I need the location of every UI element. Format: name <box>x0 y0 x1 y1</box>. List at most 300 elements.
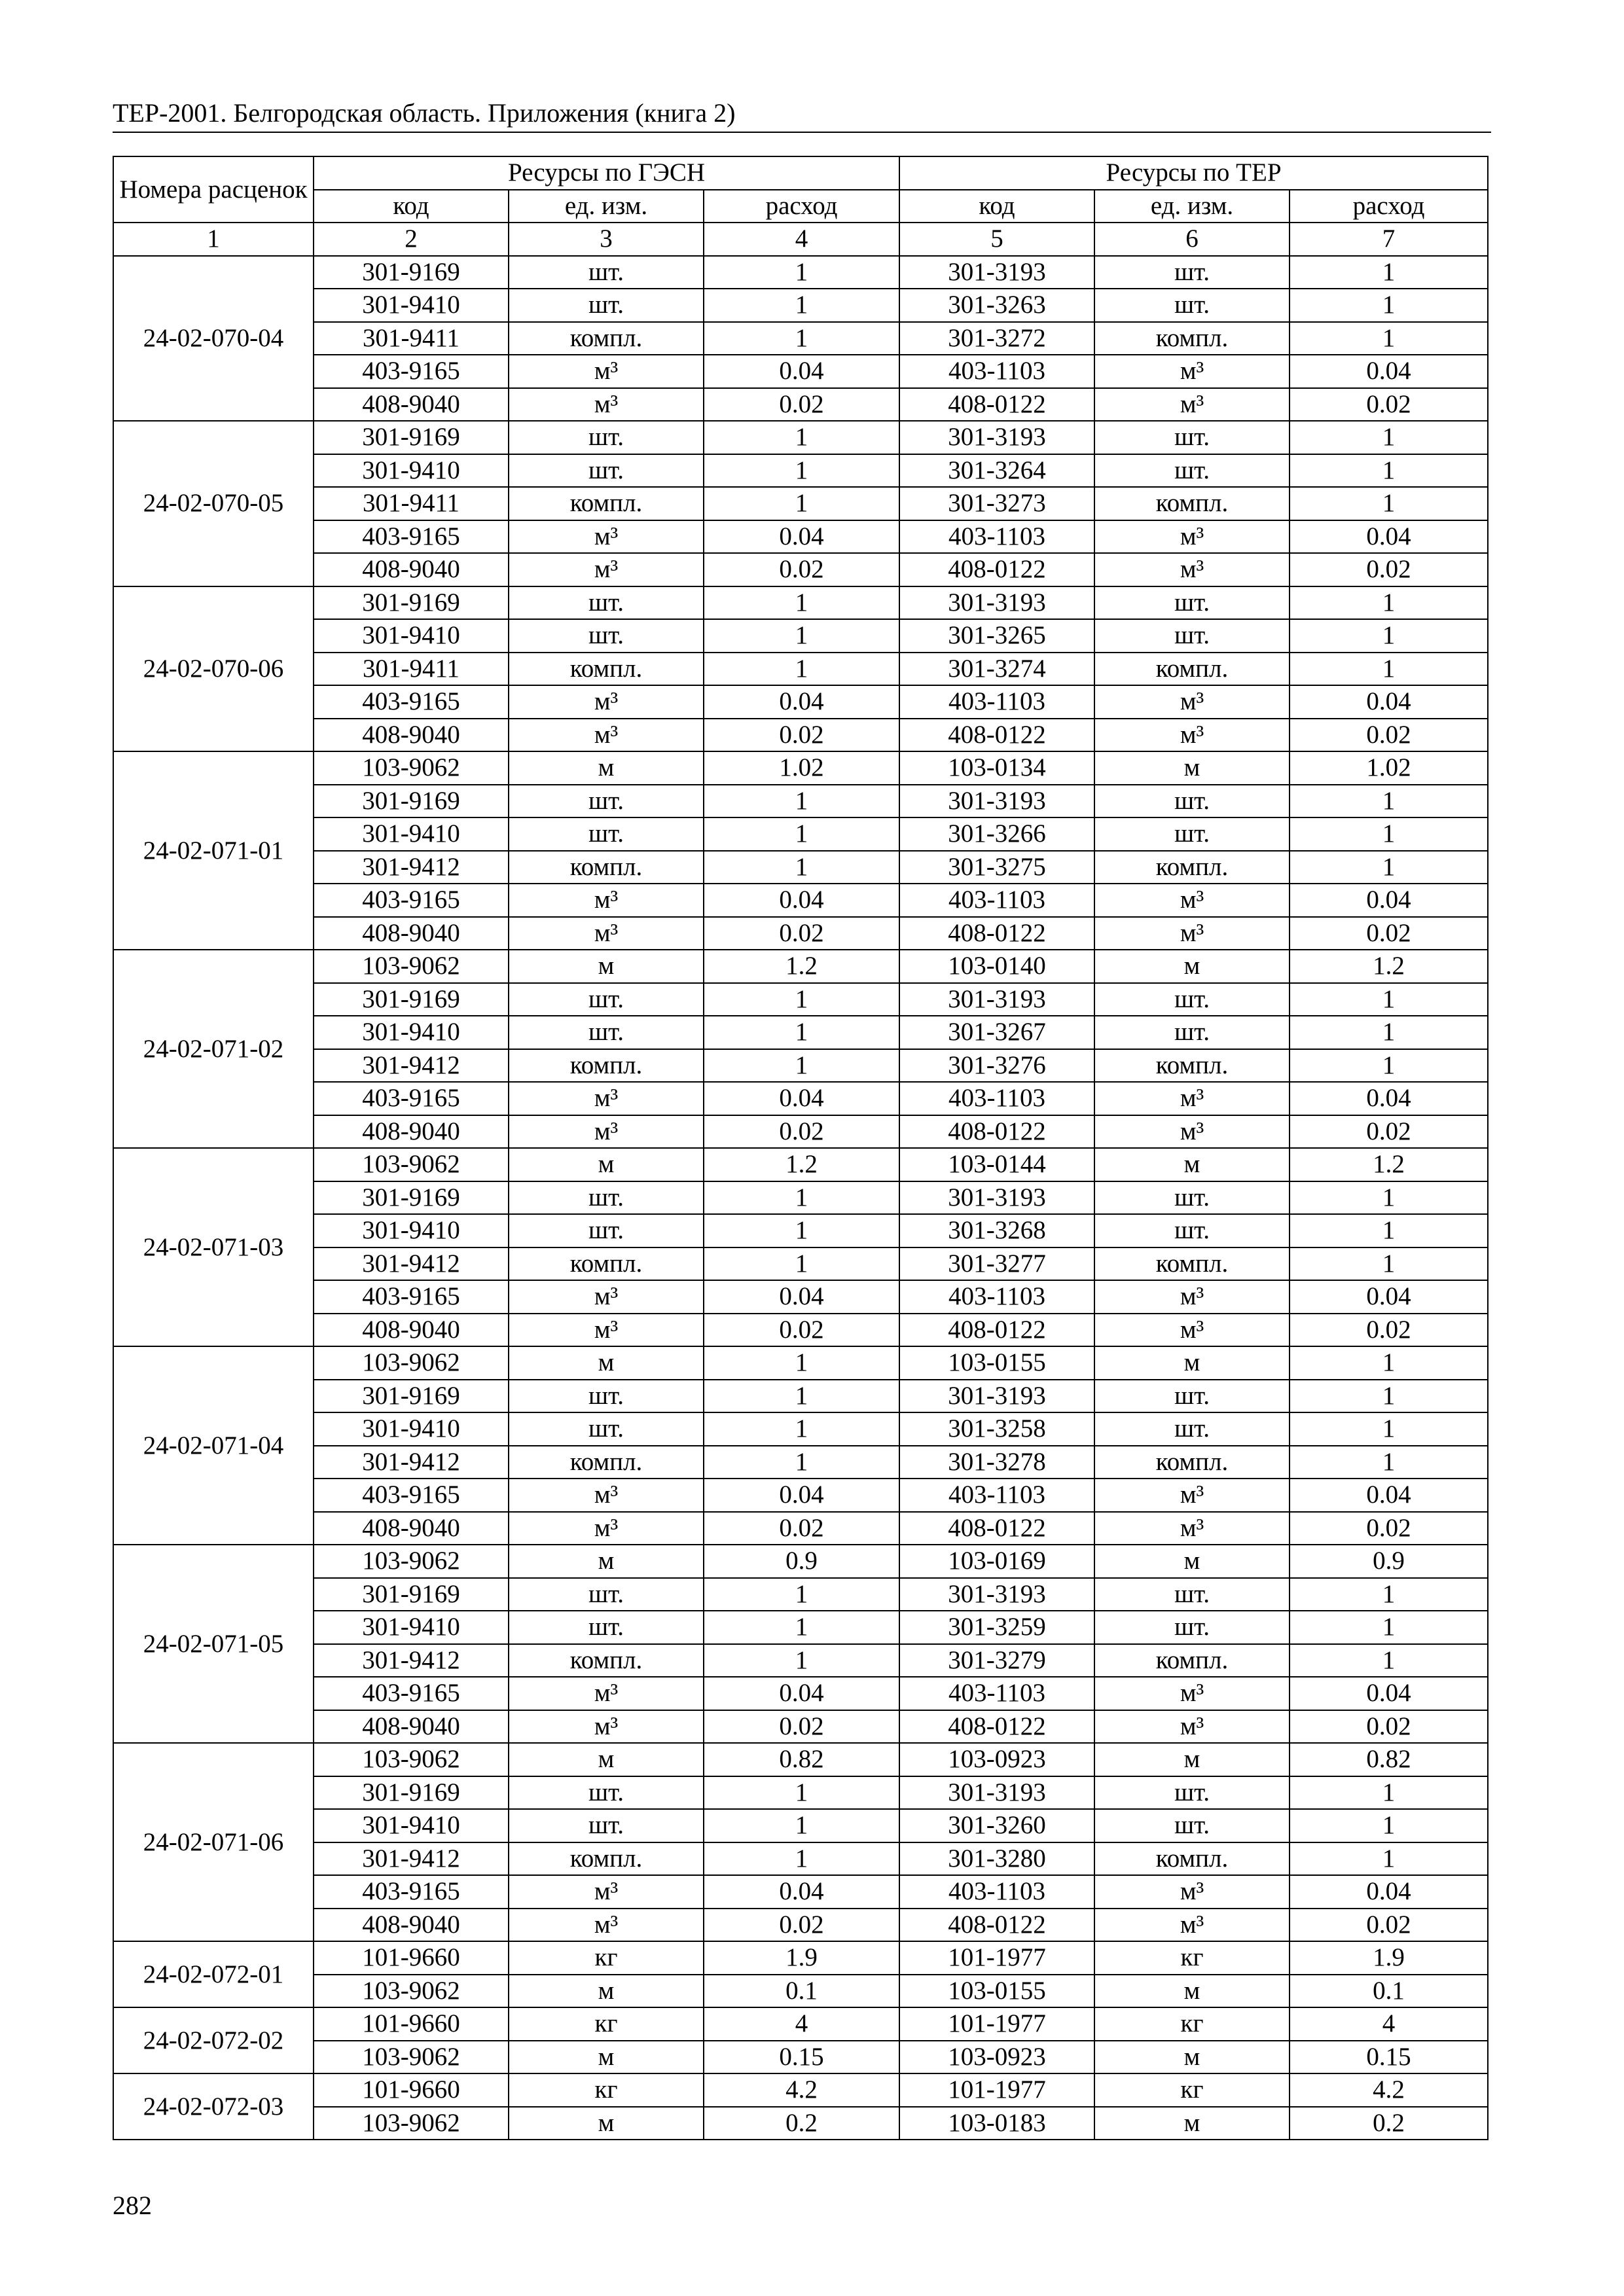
ter-unit-cell: шт. <box>1094 1809 1290 1842</box>
gesn-unit-cell: кг <box>509 2073 704 2107</box>
ter-unit-cell: м³ <box>1094 884 1290 917</box>
table-row <box>113 1016 1488 1049</box>
ter-code-cell: 403-1103 <box>899 685 1094 719</box>
ter-code-cell: 103-0155 <box>899 1975 1094 2008</box>
gesn-resources-header: Ресурсы по ГЭСН <box>314 156 899 190</box>
ter-unit-cell: м³ <box>1094 1115 1290 1149</box>
ter-unit-cell: м <box>1094 751 1290 785</box>
gesn-unit-cell: м³ <box>509 355 704 388</box>
ter-unit-cell: м <box>1094 950 1290 983</box>
gesn-code-cell: 403-9165 <box>314 1875 509 1909</box>
gesn-amount-cell: 0.02 <box>704 1512 899 1545</box>
ter-amount-cell: 0.02 <box>1290 917 1488 950</box>
gesn-code-cell: 403-9165 <box>314 355 509 388</box>
gesn-amount-cell: 1 <box>704 1644 899 1677</box>
gesn-amount-cell: 0.2 <box>704 2107 899 2140</box>
table-row <box>113 1909 1488 1942</box>
ter-code-cell: 301-3279 <box>899 1644 1094 1677</box>
gesn-code-cell: 301-9169 <box>314 586 509 620</box>
gesn-amount-cell: 0.04 <box>704 1875 899 1909</box>
gesn-code-cell: 301-9411 <box>314 322 509 355</box>
ter-unit-cell: м³ <box>1094 1875 1290 1909</box>
ter-amount-cell: 1 <box>1290 1776 1488 1810</box>
ter-resources-header: Ресурсы по ТЕР <box>899 156 1488 190</box>
gesn-code-cell: 301-9169 <box>314 785 509 818</box>
table-row <box>113 1247 1488 1281</box>
table-row <box>113 421 1488 454</box>
gesn-unit-cell: м³ <box>509 1280 704 1314</box>
ter-amount-cell: 1 <box>1290 1346 1488 1380</box>
ter-amount-cell: 0.02 <box>1290 1115 1488 1149</box>
rate-number-cell: 24-02-072-01 <box>113 1941 314 2007</box>
gesn-code-cell: 301-9412 <box>314 851 509 884</box>
gesn-code-cell: 301-9410 <box>314 454 509 488</box>
table-row <box>113 653 1488 686</box>
ter-unit-cell: м³ <box>1094 685 1290 719</box>
gesn-code-cell: 408-9040 <box>314 1512 509 1545</box>
rate-number-header: Номера расценок <box>113 156 314 223</box>
rate-number-cell: 24-02-072-03 <box>113 2073 314 2140</box>
gesn-amount-cell: 1 <box>704 1842 899 1876</box>
table-row <box>113 2107 1488 2140</box>
ter-unit-cell: м³ <box>1094 917 1290 950</box>
gesn-amount-cell: 1 <box>704 421 899 454</box>
ter-unit-cell: шт. <box>1094 1776 1290 1810</box>
gesn-unit-cell: м³ <box>509 520 704 554</box>
gesn-amount-cell: 0.04 <box>704 1082 899 1115</box>
gesn-unit-cell: м³ <box>509 1479 704 1512</box>
gesn-code-cell: 301-9169 <box>314 1776 509 1810</box>
gesn-amount-cell: 0.15 <box>704 2041 899 2074</box>
ter-code-cell: 301-3264 <box>899 454 1094 488</box>
table-head <box>113 156 1488 256</box>
table-row <box>113 950 1488 983</box>
table-row <box>113 487 1488 520</box>
gesn-code-cell: 301-9411 <box>314 487 509 520</box>
gesn-code-cell: 103-9062 <box>314 2041 509 2074</box>
gesn-code-cell: 301-9169 <box>314 983 509 1016</box>
gesn-unit-cell: шт. <box>509 1578 704 1611</box>
ter-amount-cell: 1 <box>1290 1016 1488 1049</box>
ter-unit-cell: м <box>1094 1545 1290 1578</box>
ter-unit-cell: шт. <box>1094 1181 1290 1215</box>
table-row <box>113 2073 1488 2107</box>
table-row <box>113 1148 1488 1181</box>
ter-amount-cell: 1 <box>1290 322 1488 355</box>
ter-code-cell: 101-1977 <box>899 2007 1094 2041</box>
ter-unit-cell: компл. <box>1094 1842 1290 1876</box>
ter-amount-cell: 1 <box>1290 1842 1488 1876</box>
ter-unit-cell: м³ <box>1094 1512 1290 1545</box>
ter-unit-cell: шт. <box>1094 1611 1290 1644</box>
ter-code-cell: 403-1103 <box>899 884 1094 917</box>
ter-amount-cell: 0.82 <box>1290 1743 1488 1776</box>
gesn-code-cell: 301-9410 <box>314 1016 509 1049</box>
gesn-code-cell: 301-9411 <box>314 653 509 686</box>
ter-code-cell: 408-0122 <box>899 1314 1094 1347</box>
gesn-code-cell: 408-9040 <box>314 917 509 950</box>
ter-code-cell: 103-0134 <box>899 751 1094 785</box>
rate-number-cell: 24-02-071-05 <box>113 1545 314 1743</box>
ter-amount-cell: 0.02 <box>1290 1314 1488 1347</box>
ter-unit-cell: компл. <box>1094 1644 1290 1677</box>
ter-amount-cell: 1 <box>1290 619 1488 653</box>
ter-amount-cell: 0.02 <box>1290 1909 1488 1942</box>
table-row <box>113 619 1488 653</box>
gesn-unit-cell: шт. <box>509 586 704 620</box>
gesn-amount-cell: 0.04 <box>704 685 899 719</box>
ter-code-cell: 301-3273 <box>899 487 1094 520</box>
gesn-code-cell: 301-9412 <box>314 1446 509 1479</box>
gesn-unit-cell: м³ <box>509 685 704 719</box>
table-body <box>113 256 1488 2140</box>
gesn-unit-cell: м <box>509 751 704 785</box>
ter-code-cell: 301-3277 <box>899 1247 1094 1281</box>
gesn-unit-cell: м³ <box>509 388 704 422</box>
ter-code-cell: 403-1103 <box>899 1082 1094 1115</box>
gesn-code-cell: 301-9410 <box>314 1412 509 1446</box>
ter-amount-cell: 0.04 <box>1290 355 1488 388</box>
rate-number-cell: 24-02-071-02 <box>113 950 314 1148</box>
ter-unit-cell: шт. <box>1094 421 1290 454</box>
table-row <box>113 1842 1488 1876</box>
ter-unit-cell: компл. <box>1094 1446 1290 1479</box>
table-row <box>113 1115 1488 1149</box>
ter-unit-cell: м³ <box>1094 553 1290 586</box>
table-row <box>113 751 1488 785</box>
gesn-code-cell: 103-9062 <box>314 1743 509 1776</box>
ter-unit-cell: шт. <box>1094 454 1290 488</box>
gesn-unit-cell: шт. <box>509 1380 704 1413</box>
ter-amount-cell: 1 <box>1290 1181 1488 1215</box>
ter-code-cell: 408-0122 <box>899 719 1094 752</box>
gesn-amount-cell: 0.04 <box>704 520 899 554</box>
table-row <box>113 719 1488 752</box>
ter-unit-cell: шт. <box>1094 817 1290 851</box>
ter-amount-cell: 1.9 <box>1290 1941 1488 1975</box>
ter-amount-cell: 0.02 <box>1290 388 1488 422</box>
gesn-amount-cell: 1 <box>704 619 899 653</box>
gesn-code-cell: 403-9165 <box>314 1479 509 1512</box>
table-row <box>113 1380 1488 1413</box>
ter-code-cell: 301-3193 <box>899 421 1094 454</box>
gesn-unit-cell: шт. <box>509 1776 704 1810</box>
ter-unit-cell: м³ <box>1094 1479 1290 1512</box>
gesn-code-cell: 301-9412 <box>314 1644 509 1677</box>
gesn-unit-cell: шт. <box>509 1181 704 1215</box>
gesn-code-cell: 301-9410 <box>314 1611 509 1644</box>
ter-amount-cell: 1 <box>1290 817 1488 851</box>
table-row <box>113 817 1488 851</box>
gesn-code-cell: 301-9410 <box>314 1809 509 1842</box>
ter-code-cell: 301-3193 <box>899 1776 1094 1810</box>
ter-code-cell: 301-3259 <box>899 1611 1094 1644</box>
gesn-amount-cell: 1.9 <box>704 1941 899 1975</box>
ter-amount-cell: 0.04 <box>1290 884 1488 917</box>
gesn-amount-cell: 0.04 <box>704 355 899 388</box>
ter-amount-cell: 0.02 <box>1290 1710 1488 1744</box>
ter-code-cell: 301-3267 <box>899 1016 1094 1049</box>
gesn-code-cell: 301-9410 <box>314 1214 509 1247</box>
rate-number-cell: 24-02-070-06 <box>113 586 314 752</box>
ter-code-cell: 301-3193 <box>899 1181 1094 1215</box>
ter-amount-cell: 1 <box>1290 1578 1488 1611</box>
gesn-unit-cell: компл. <box>509 1644 704 1677</box>
ter-unit-cell: м³ <box>1094 1677 1290 1710</box>
column-number: 1 <box>113 223 314 256</box>
gesn-code-cell: 301-9169 <box>314 256 509 289</box>
ter-code-cell: 301-3272 <box>899 322 1094 355</box>
gesn-code-cell: 408-9040 <box>314 1115 509 1149</box>
ter-code-cell: 403-1103 <box>899 1677 1094 1710</box>
ter-amount-cell: 0.9 <box>1290 1545 1488 1578</box>
ter-unit-cell: шт. <box>1094 785 1290 818</box>
ter-amount-cell: 0.04 <box>1290 520 1488 554</box>
ter-code-cell: 301-3193 <box>899 785 1094 818</box>
gesn-amount-cell: 1 <box>704 1346 899 1380</box>
table-row <box>113 1181 1488 1215</box>
gesn-amount-cell: 0.02 <box>704 388 899 422</box>
gesn-code-cell: 301-9169 <box>314 1181 509 1215</box>
table-row <box>113 1446 1488 1479</box>
ter-amount-header: расход <box>1290 190 1488 223</box>
gesn-amount-cell: 1 <box>704 256 899 289</box>
table-row <box>113 1314 1488 1347</box>
gesn-unit-cell: компл. <box>509 322 704 355</box>
gesn-unit-cell: м³ <box>509 917 704 950</box>
rate-number-cell: 24-02-071-06 <box>113 1743 314 1941</box>
ter-code-header: код <box>899 190 1094 223</box>
ter-code-cell: 103-0923 <box>899 1743 1094 1776</box>
ter-unit-cell: компл. <box>1094 1247 1290 1281</box>
gesn-unit-cell: м³ <box>509 1082 704 1115</box>
ter-unit-cell: шт. <box>1094 256 1290 289</box>
gesn-code-cell: 103-9062 <box>314 1545 509 1578</box>
ter-amount-cell: 1 <box>1290 421 1488 454</box>
ter-unit-cell: шт. <box>1094 1380 1290 1413</box>
ter-code-cell: 403-1103 <box>899 520 1094 554</box>
ter-amount-cell: 1 <box>1290 1446 1488 1479</box>
ter-amount-cell: 1 <box>1290 653 1488 686</box>
gesn-unit-cell: м <box>509 1148 704 1181</box>
gesn-unit-cell: шт. <box>509 619 704 653</box>
resources-table <box>113 156 1489 2140</box>
gesn-amount-cell: 1.2 <box>704 950 899 983</box>
gesn-amount-cell: 1 <box>704 322 899 355</box>
ter-unit-cell: м <box>1094 1346 1290 1380</box>
table-row <box>113 1941 1488 1975</box>
gesn-unit-cell: м <box>509 2041 704 2074</box>
gesn-code-cell: 408-9040 <box>314 553 509 586</box>
gesn-amount-cell: 0.04 <box>704 1479 899 1512</box>
gesn-amount-cell: 1 <box>704 454 899 488</box>
ter-amount-cell: 1 <box>1290 586 1488 620</box>
ter-unit-cell: шт. <box>1094 1578 1290 1611</box>
gesn-code-cell: 408-9040 <box>314 719 509 752</box>
ter-code-cell: 301-3258 <box>899 1412 1094 1446</box>
gesn-unit-cell: м <box>509 1743 704 1776</box>
table-row <box>113 1776 1488 1810</box>
gesn-unit-cell: м³ <box>509 1314 704 1347</box>
ter-unit-cell: м <box>1094 2107 1290 2140</box>
table-row <box>113 553 1488 586</box>
gesn-unit-cell: м³ <box>509 884 704 917</box>
gesn-code-cell: 301-9169 <box>314 1380 509 1413</box>
table-row <box>113 1049 1488 1083</box>
ter-amount-cell: 0.04 <box>1290 1280 1488 1314</box>
page-header: ТЕР-2001. Белгородская область. Приложения (книга 2) <box>113 98 736 128</box>
gesn-amount-cell: 0.82 <box>704 1743 899 1776</box>
gesn-unit-cell: м³ <box>509 719 704 752</box>
gesn-code-cell: 301-9412 <box>314 1842 509 1876</box>
ter-amount-cell: 1 <box>1290 454 1488 488</box>
gesn-amount-cell: 1 <box>704 1049 899 1083</box>
gesn-code-cell: 301-9169 <box>314 1578 509 1611</box>
table-row <box>113 1611 1488 1644</box>
column-number: 4 <box>704 223 899 256</box>
gesn-unit-cell: компл. <box>509 487 704 520</box>
ter-code-cell: 101-1977 <box>899 1941 1094 1975</box>
gesn-amount-cell: 1 <box>704 1446 899 1479</box>
table-row <box>113 1975 1488 2008</box>
table-row <box>113 917 1488 950</box>
gesn-amount-cell: 0.1 <box>704 1975 899 2008</box>
column-number: 3 <box>509 223 704 256</box>
ter-unit-cell: кг <box>1094 2073 1290 2107</box>
gesn-amount-cell: 1 <box>704 817 899 851</box>
ter-unit-cell: м³ <box>1094 719 1290 752</box>
ter-amount-cell: 0.04 <box>1290 685 1488 719</box>
column-number: 7 <box>1290 223 1488 256</box>
ter-unit-cell: м³ <box>1094 1909 1290 1942</box>
ter-unit-cell: м³ <box>1094 388 1290 422</box>
ter-code-cell: 403-1103 <box>899 1479 1094 1512</box>
gesn-unit-cell: компл. <box>509 851 704 884</box>
ter-amount-cell: 1 <box>1290 256 1488 289</box>
ter-amount-cell: 1 <box>1290 1412 1488 1446</box>
gesn-amount-cell: 0.02 <box>704 917 899 950</box>
table-row <box>113 1743 1488 1776</box>
gesn-code-cell: 103-9062 <box>314 2107 509 2140</box>
gesn-unit-cell: м <box>509 2107 704 2140</box>
gesn-code-cell: 301-9169 <box>314 421 509 454</box>
page-number: 282 <box>113 2191 152 2220</box>
ter-code-cell: 408-0122 <box>899 553 1094 586</box>
gesn-amount-cell: 0.02 <box>704 1115 899 1149</box>
ter-amount-cell: 1.2 <box>1290 1148 1488 1181</box>
table-row <box>113 1346 1488 1380</box>
ter-code-cell: 301-3193 <box>899 983 1094 1016</box>
table-row <box>113 1280 1488 1314</box>
table-row <box>113 1644 1488 1677</box>
ter-unit-cell: шт. <box>1094 983 1290 1016</box>
table-row <box>113 586 1488 620</box>
gesn-code-cell: 103-9062 <box>314 1346 509 1380</box>
gesn-unit-cell: шт. <box>509 454 704 488</box>
ter-unit-cell: м <box>1094 2041 1290 2074</box>
ter-code-cell: 301-3263 <box>899 289 1094 322</box>
gesn-code-cell: 301-9410 <box>314 289 509 322</box>
gesn-unit-cell: шт. <box>509 785 704 818</box>
gesn-code-cell: 403-9165 <box>314 520 509 554</box>
gesn-code-cell: 403-9165 <box>314 1677 509 1710</box>
ter-unit-cell: шт. <box>1094 1412 1290 1446</box>
ter-unit-cell: компл. <box>1094 487 1290 520</box>
ter-amount-cell: 0.04 <box>1290 1082 1488 1115</box>
ter-unit-cell: компл. <box>1094 653 1290 686</box>
column-number: 6 <box>1094 223 1290 256</box>
table-row <box>113 1545 1488 1578</box>
gesn-unit-cell: шт. <box>509 1809 704 1842</box>
ter-code-cell: 301-3193 <box>899 256 1094 289</box>
gesn-unit-cell: м <box>509 1545 704 1578</box>
gesn-amount-cell: 0.02 <box>704 553 899 586</box>
rate-number-cell: 24-02-070-04 <box>113 256 314 422</box>
ter-code-cell: 301-3266 <box>899 817 1094 851</box>
ter-code-cell: 301-3276 <box>899 1049 1094 1083</box>
rate-number-cell: 24-02-071-03 <box>113 1148 314 1346</box>
ter-amount-cell: 0.04 <box>1290 1479 1488 1512</box>
ter-amount-cell: 0.02 <box>1290 719 1488 752</box>
ter-code-cell: 103-0140 <box>899 950 1094 983</box>
ter-amount-cell: 1 <box>1290 851 1488 884</box>
ter-code-cell: 408-0122 <box>899 1512 1094 1545</box>
gesn-unit-cell: м <box>509 1975 704 2008</box>
table-head-row-columns <box>113 190 1488 223</box>
ter-code-cell: 301-3265 <box>899 619 1094 653</box>
gesn-unit-cell: м³ <box>509 553 704 586</box>
gesn-unit-cell: компл. <box>509 653 704 686</box>
ter-amount-cell: 0.04 <box>1290 1875 1488 1909</box>
gesn-amount-cell: 0.04 <box>704 1280 899 1314</box>
gesn-code-cell: 301-9410 <box>314 817 509 851</box>
table-row <box>113 2007 1488 2041</box>
column-number: 2 <box>314 223 509 256</box>
gesn-unit-cell: компл. <box>509 1842 704 1876</box>
ter-code-cell: 408-0122 <box>899 917 1094 950</box>
gesn-code-cell: 408-9040 <box>314 1710 509 1744</box>
gesn-unit-cell: м³ <box>509 1677 704 1710</box>
rate-number-cell: 24-02-071-01 <box>113 751 314 950</box>
gesn-code-cell: 403-9165 <box>314 685 509 719</box>
gesn-unit-cell: м <box>509 1346 704 1380</box>
ter-unit-cell: м <box>1094 1743 1290 1776</box>
gesn-amount-header: расход <box>704 190 899 223</box>
gesn-amount-cell: 1 <box>704 1016 899 1049</box>
ter-amount-cell: 0.2 <box>1290 2107 1488 2140</box>
gesn-unit-cell: шт. <box>509 1412 704 1446</box>
ter-amount-cell: 0.04 <box>1290 1677 1488 1710</box>
gesn-unit-cell: шт. <box>509 983 704 1016</box>
ter-code-cell: 301-3274 <box>899 653 1094 686</box>
ter-unit-cell: шт. <box>1094 289 1290 322</box>
gesn-unit-cell: шт. <box>509 256 704 289</box>
gesn-amount-cell: 0.04 <box>704 884 899 917</box>
gesn-unit-cell: шт. <box>509 1611 704 1644</box>
table-row <box>113 289 1488 322</box>
gesn-amount-cell: 0.02 <box>704 1314 899 1347</box>
ter-amount-cell: 4 <box>1290 2007 1488 2041</box>
table-row <box>113 454 1488 488</box>
table-row <box>113 388 1488 422</box>
gesn-unit-cell: м <box>509 950 704 983</box>
ter-amount-cell: 1 <box>1290 1809 1488 1842</box>
ter-unit-cell: кг <box>1094 2007 1290 2041</box>
ter-code-cell: 103-0923 <box>899 2041 1094 2074</box>
ter-amount-cell: 1 <box>1290 487 1488 520</box>
ter-amount-cell: 1.2 <box>1290 950 1488 983</box>
table-row <box>113 322 1488 355</box>
